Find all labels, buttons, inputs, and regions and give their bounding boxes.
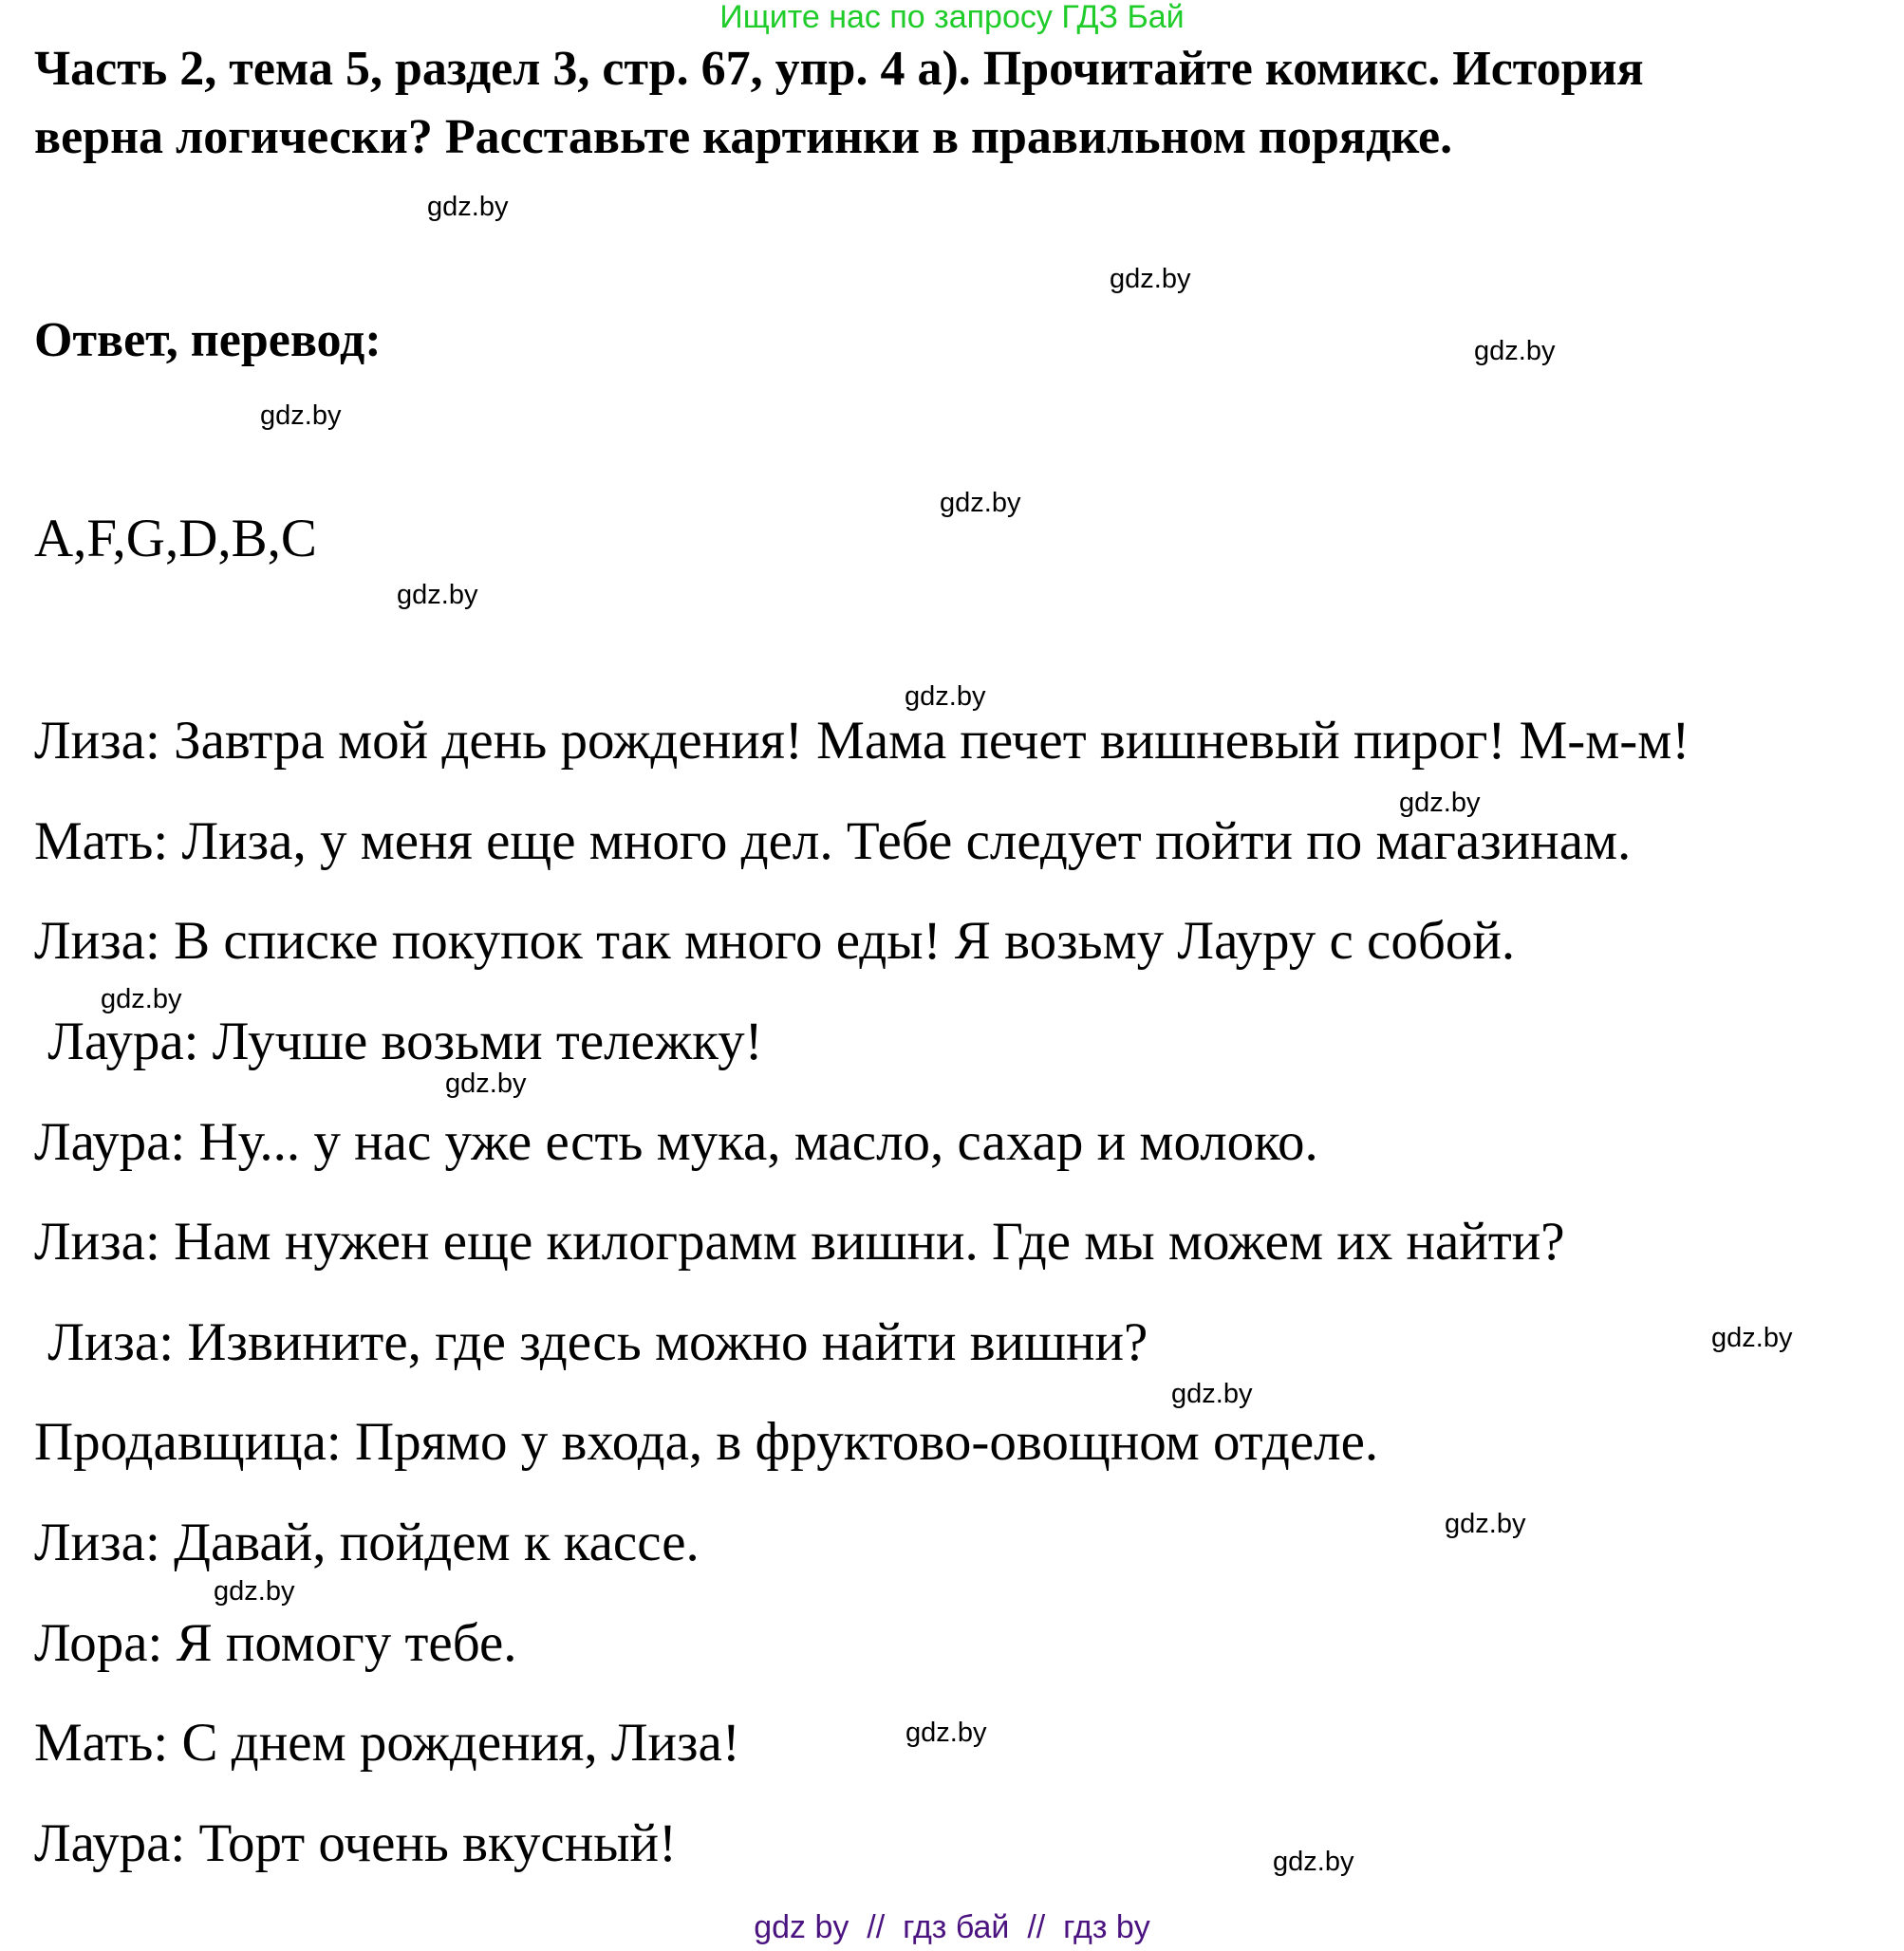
dialogue-line: Лиза: Извините, где здесь можно найти вишни? xyxy=(34,1312,1148,1372)
exercise-title-line-1: Часть 2, тема 5, раздел 3, стр. 67, упр. 4 а). Прочитайте комикс. История xyxy=(34,42,1644,96)
watermark: gdz.by xyxy=(397,580,478,610)
watermark: gdz.by xyxy=(1273,1847,1354,1877)
watermark: gdz.by xyxy=(1711,1323,1793,1353)
watermark: gdz.by xyxy=(445,1068,527,1099)
watermark: gdz.by xyxy=(1171,1379,1253,1409)
dialogue-line: Лиза: В списке покупок так много еды! Я возьму Лауру с собой. xyxy=(34,911,1516,971)
dialogue-line: Мать: Лиза, у меня еще много дел. Тебе следует пойти по магазинам. xyxy=(34,811,1632,871)
watermark: gdz.by xyxy=(905,1718,987,1748)
watermark: gdz.by xyxy=(905,681,986,712)
footer-links[interactable]: gdz by // гдз бай // гдз by xyxy=(754,1909,1150,1945)
watermark: gdz.by xyxy=(1474,336,1556,366)
dialogue-line: Лаура: Торт очень вкусный! xyxy=(34,1813,678,1873)
promo-banner[interactable]: Ищите нас по запросу ГДЗ Бай xyxy=(719,0,1185,35)
watermark: gdz.by xyxy=(940,488,1021,518)
dialogue-line: Лаура: Ну... у нас уже есть мука, масло, сахар и молоко. xyxy=(34,1112,1318,1172)
dialogue-line: Лиза: Завтра мой день рождения! Мама печет вишневый пирог! М-м-м! xyxy=(34,711,1690,771)
watermark: gdz.by xyxy=(1445,1509,1526,1539)
watermark: gdz.by xyxy=(427,192,509,222)
watermark: gdz.by xyxy=(1399,788,1481,818)
exercise-title-line-2: верна логически? Расставьте картинки в правильном порядке. xyxy=(34,110,1453,164)
watermark: gdz.by xyxy=(260,400,342,431)
watermark: gdz.by xyxy=(101,984,182,1014)
dialogue-line: Лиза: Нам нужен еще килограмм вишни. Где мы можем их найти? xyxy=(34,1212,1565,1272)
dialogue-line: Мать: С днем рождения, Лиза! xyxy=(34,1713,740,1773)
watermark: gdz.by xyxy=(214,1576,295,1607)
watermark: gdz.by xyxy=(1110,264,1191,294)
answer-order: A,F,G,D,B,C xyxy=(34,509,317,568)
answer-heading: Ответ, перевод: xyxy=(34,313,382,367)
dialogue-line: Лора: Я помогу тебе. xyxy=(34,1613,517,1673)
dialogue-line: Лиза: Давай, пойдем к кассе. xyxy=(34,1513,700,1572)
dialogue-line: Лаура: Лучше возьми тележку! xyxy=(34,1012,763,1071)
dialogue-line: Продавщица: Прямо у входа, в фруктово-овощном отделе. xyxy=(34,1412,1379,1472)
